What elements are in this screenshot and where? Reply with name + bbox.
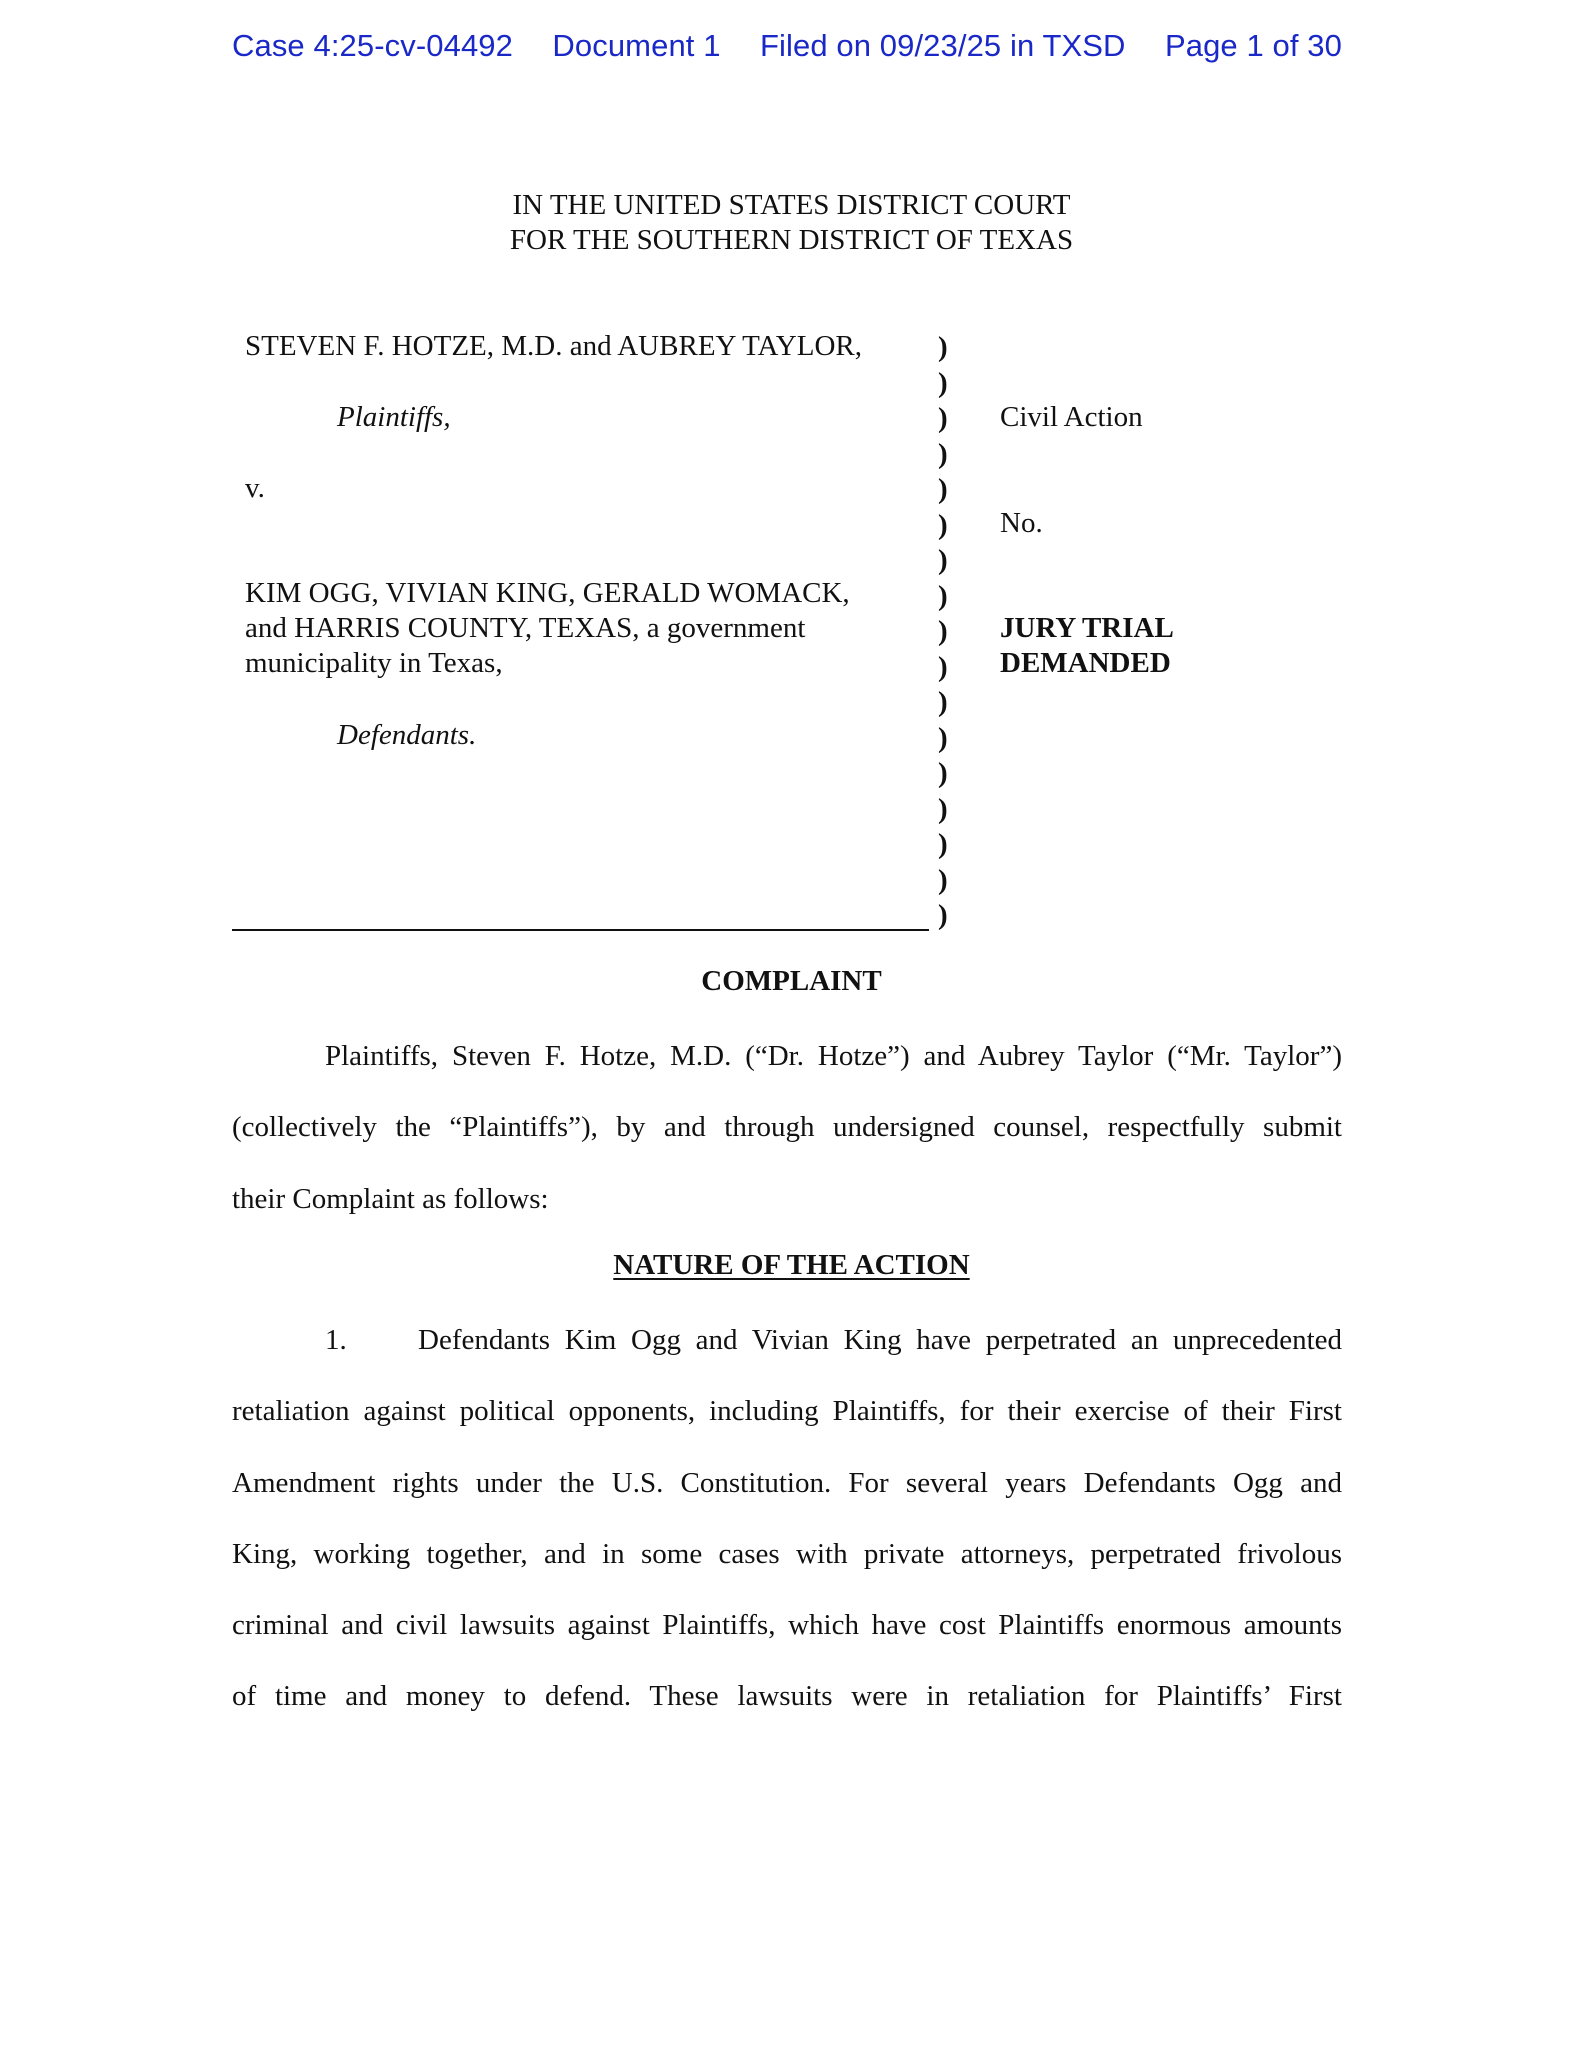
paragraph-1-line4: King, working together, and in some cases with private attorneys, perpetrated frivolous [232,1537,1342,1570]
caption-paren: ) [938,437,948,470]
intro-line2: (collectively the “Plaintiffs”), by and through undersigned counsel, respectfully submit [232,1111,1342,1144]
intro-line3: their Complaint as follows: [232,1182,549,1215]
plaintiffs-label: Plaintiffs, [337,401,451,433]
header-document-number: Document 1 [552,28,721,63]
court-title-line2: FOR THE SOUTHERN DISTRICT OF TEXAS [509,224,1074,256]
ecf-header [232,28,1342,64]
paragraph-number: 1. [325,1324,347,1356]
paragraph-1-line1 [232,1305,1342,1376]
caption-paren: ) [938,473,948,505]
caption-paren: ) [938,828,948,860]
caption-paren: ) [938,402,948,434]
caption-paren: ) [938,792,948,825]
caption-paren: ) [938,544,948,576]
complaint-title: COMPLAINT [701,965,882,997]
header-page-count: Page 1 of 30 [1164,28,1342,63]
caption-paren: ) [938,615,948,647]
caption-paren: ) [938,331,948,363]
section-heading-text: NATURE OF THE ACTION [613,1249,970,1281]
caption-paren: ) [938,863,948,896]
court-title [0,188,1583,258]
caption-paren-column [938,330,948,934]
versus-label: v. [245,472,265,504]
caption-paren: ) [938,508,948,541]
paragraph-1-line1-text: Defendants Kim Ogg and Vivian King have perpetrated an unprecedented [418,1324,1342,1356]
caption-paren: ) [938,579,948,612]
section-heading [0,1249,1583,1282]
caption-paren: ) [938,757,948,789]
caption-divider [232,929,929,931]
caption-paren: ) [938,686,948,718]
defendants-names-line3: municipality in Texas, [245,647,503,679]
paragraph-1-line2: retaliation against political opponents, including Plaintiffs, for their exercise of their First [232,1395,1342,1428]
caption-paren: ) [938,366,948,399]
caption-paren: ) [938,650,948,683]
header-filed-date: Filed on 09/23/25 in TXSD [759,28,1126,63]
jury-trial-line1: JURY TRIAL [1000,612,1174,644]
defendants-names-line2: and HARRIS COUNTY, TEXAS, a government [245,612,806,644]
court-title-line1: IN THE UNITED STATES DISTRICT COURT [512,189,1071,221]
intro-paragraph [232,1021,1342,1235]
plaintiffs-names: STEVEN F. HOTZE, M.D. and AUBREY TAYLOR, [245,330,862,362]
defendants-label: Defendants. [337,719,477,751]
paragraph-1 [232,1305,1342,1733]
paragraph-1-line5: criminal and civil lawsuits against Plaintiffs, which have cost Plaintiffs enormous amounts [232,1609,1342,1642]
jury-trial-line2: DEMANDED [1000,647,1171,679]
caption-paren: ) [938,899,948,931]
defendants-names-line1: KIM OGG, VIVIAN KING, GERALD WOMACK, [245,577,850,609]
paragraph-1-line3: Amendment rights under the U.S. Constitution. For several years Defendants Ogg and [232,1466,1342,1499]
civil-action-label: Civil Action [1000,401,1143,433]
header-case-number: Case 4:25-cv-04492 [232,28,513,63]
paragraph-1-line6: of time and money to defend. These lawsuits were in retaliation for Plaintiffs’ First [232,1680,1342,1713]
case-number-label: No. [1000,507,1043,539]
caption-paren: ) [938,721,948,754]
intro-line1: Plaintiffs, Steven F. Hotze, M.D. (“Dr. Hotze”) and Aubrey Taylor (“Mr. Taylor”) [325,1040,1342,1072]
